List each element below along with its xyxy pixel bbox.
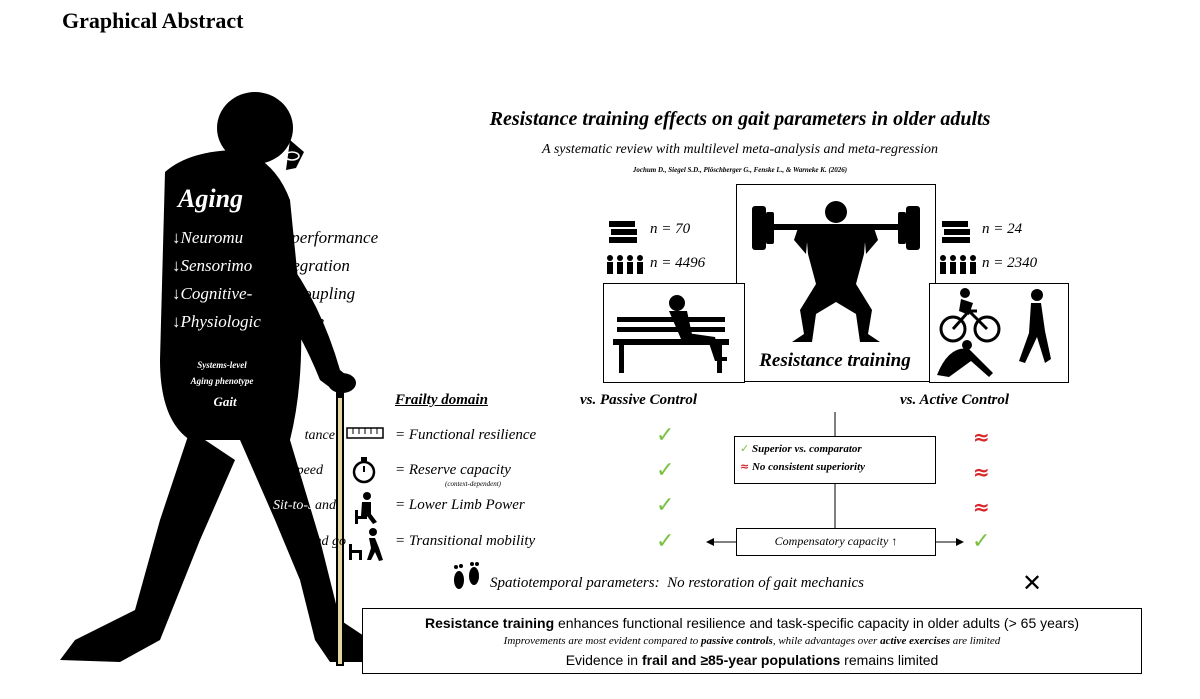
legend-superior: ✓ Superior vs. comparator (740, 442, 862, 455)
passive-result-transitional: ✓ (656, 529, 675, 554)
passive-control-label: vs. Passive Control (580, 392, 698, 408)
active-participants-count: n = 2340 (982, 255, 1038, 271)
phenotype-line2: Aging phenotype (190, 376, 254, 386)
frailty-row-transitional: = Transitional mobility (395, 533, 536, 549)
outcome-speed: peed (296, 463, 323, 478)
frailty-row-reserve: = Reserve capacity (395, 462, 511, 478)
aging-item-neuromuscular: ↓Neuromu lar performance (172, 228, 379, 247)
graphical-abstract-heading: Graphical Abstract (62, 8, 244, 33)
summary-line3: Evidence in frail and ≥85-year populations remains limited (565, 652, 939, 668)
main-title: Resistance training effects on gait parameters in older adults (489, 108, 991, 130)
authors: Jochum D., Siegel S.D., Plöschberger G., Fenske L., & Warneke K. (2026) (632, 166, 848, 174)
resistance-training-label: Resistance training (759, 350, 911, 371)
active-result-reserve: ≈ (973, 460, 990, 484)
aging-item-cognitive: ↓Cognitive- or coupling (172, 284, 356, 303)
outcome-distance: tance (304, 428, 335, 443)
summary-line2: Improvements are most evident compared to passive controls, while advantages over active exercises are limited (503, 635, 1001, 647)
aging-item-physiologic: ↓Physiologic eserve (172, 312, 325, 331)
passive-result-functional: ✓ (656, 423, 675, 448)
frailty-heading: Frailty domain (395, 392, 488, 408)
subtitle: A systematic review with multilevel meta-analysis and meta-regression (542, 142, 938, 157)
passive-result-power: ✓ (656, 493, 675, 518)
aging-title: Aging (178, 184, 244, 213)
frailty-reserve-note: (context-dependent) (445, 480, 501, 488)
frailty-row-functional: = Functional resilience (395, 427, 537, 443)
footprints-icon (450, 562, 484, 596)
outcome-timed-up-and-go: m up-and go (260, 534, 346, 549)
no-restoration-mark: ✕ (1022, 569, 1043, 597)
active-control-label: vs. Active Control (900, 392, 1010, 408)
active-studies-count: n = 24 (982, 221, 1023, 237)
passive-participants-count: n = 4496 (650, 255, 706, 271)
active-result-functional: ≈ (973, 425, 990, 449)
gait-label: Gait (213, 394, 237, 409)
passive-studies-count: n = 70 (650, 221, 691, 237)
active-result-transitional: ✓ (972, 529, 991, 554)
legend-no-consistent: ≈ No consistent superiority (740, 460, 866, 473)
phenotype-line1: Systems-level (197, 360, 247, 370)
aging-item-sensorimotor: ↓Sensorimo integration (172, 256, 350, 275)
frailty-row-power: = Lower Limb Power (395, 497, 525, 513)
spatiotemporal-row: Spatiotemporal parameters: No restoration of gait mechanics (490, 575, 865, 591)
active-result-power: ≈ (973, 495, 990, 519)
outcome-sit-to-stand: Sit-to-Sand (273, 498, 336, 513)
passive-result-reserve: ✓ (656, 458, 675, 483)
summary-line1: Resistance training enhances functional resilience and task-specific capacity in older adults (> 65 years) (424, 615, 1080, 631)
compensatory-label: Compensatory capacity ↑ (774, 534, 898, 548)
